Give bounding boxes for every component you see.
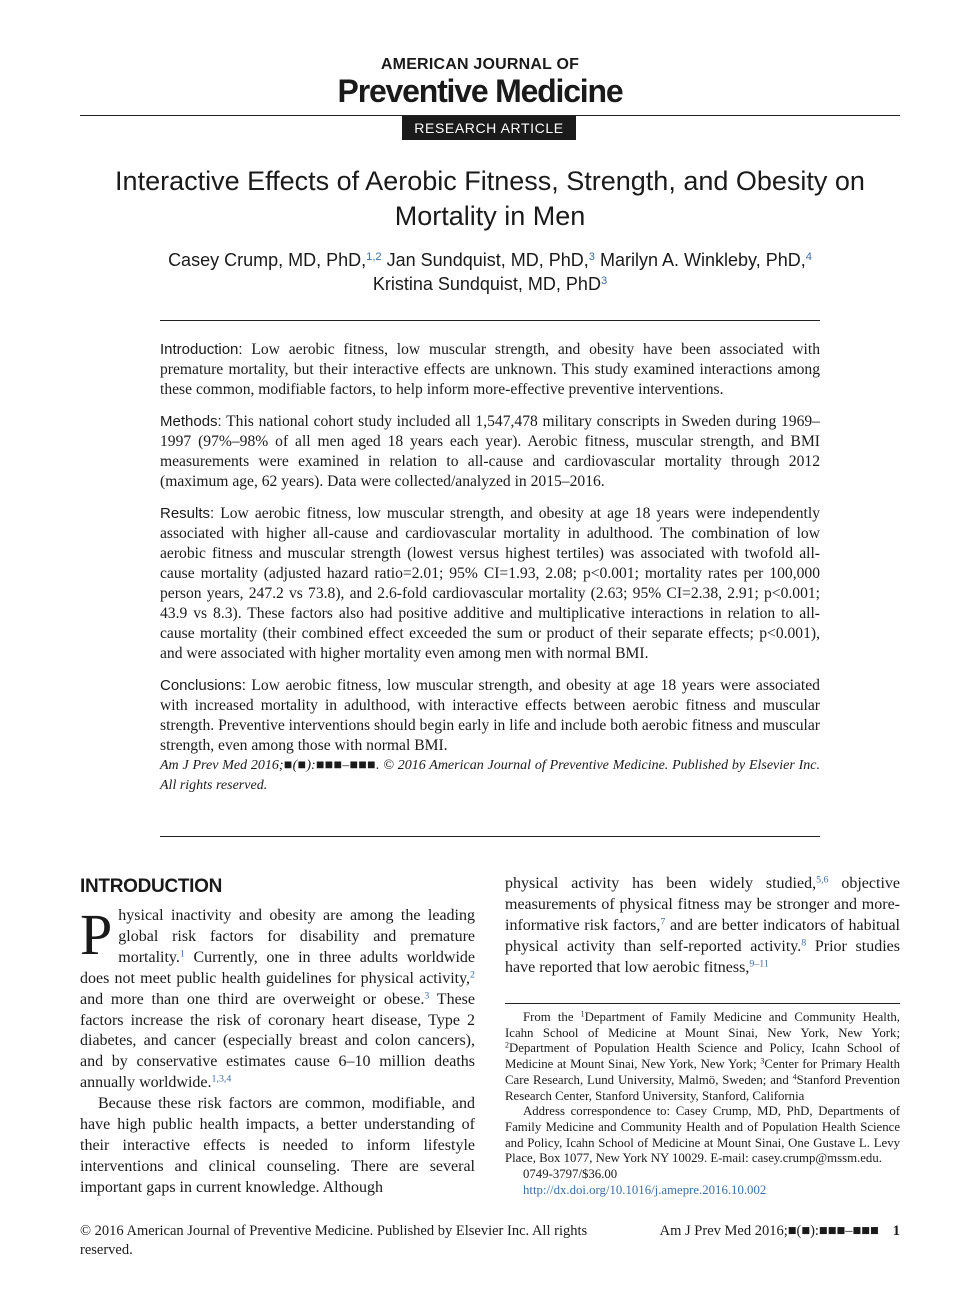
abstract-label: Conclusions: [160, 677, 246, 694]
issn: 0749-3797/$36.00 [523, 1167, 618, 1182]
article-title: Interactive Effects of Aerobic Fitness, Strength, and Obesity on Mortality in Men [115, 166, 865, 231]
citation-ref[interactable]: 8 [801, 937, 807, 949]
author-name: Marilyn A. Winkleby, PhD, [599, 250, 806, 270]
author-name: Jan Sundquist, MD, PhD, [386, 250, 589, 270]
citation-ref[interactable]: 2 [470, 969, 475, 981]
abstract-text: Low aerobic fitness, low muscular strength, and obesity at age 18 years were independently associated with higher all-cause and cardiovascular mortality in adulthood. The combination of low aerobic fitness and muscular strength (lowest versus highest tertiles) was associated with twofold all-cause mortality (adjusted hazard ratio=2.01; 95% CI=1.93, 2.08; p<0.001; mortality rates per 100,000 person years, 247.2 vs 73.8), and 2.6-fold cardiovascular mortality (2.63; 95% CI=2.38, 2.91; p<0.001; 43.9 vs 8.3). These factors also had positive additive and multiplicative interactions in relation to all-cause mortality (their combined effect exceeded the sum or product of their separate effects; p<0.001), and were associated with higher mortality even among men with normal BMI. [160, 505, 821, 662]
affiliation-text: Stanford Prevention Research Center, Stanford University, Stanford, California [505, 1072, 900, 1103]
affiliations [505, 1010, 900, 1104]
abstract-text: Low aerobic fitness, low muscular strength, and obesity at age 18 years were associated with increased mortality in adulthood, with interactive effects between aerobic fitness and muscular strength. Preventive interventions should begin early in life and include both aerobic fitness and muscular strength, even among those with normal BMI. [160, 677, 820, 754]
abstract-label: Methods: [160, 413, 222, 430]
abstract [160, 340, 820, 796]
body-text: These factors increase the risk of coronary heart disease, Type 2 diabetes, and cancer (especially breast and colon cancers), and by conservative estimates cause 6–10 million deaths annually worldwide. [80, 990, 476, 1092]
intro-paragraph-3 [505, 874, 900, 979]
footer-journal-ref [640, 1222, 900, 1241]
affiliation-ref[interactable]: 3 [588, 250, 595, 263]
intro-paragraph-2: Because these risk factors are common, modifiable, and have high public health impacts, a better understanding of their interactive effects is needed to inform lifestyle interventions and clinical counseling. There are several important gaps in current knowledge. Although [80, 1095, 475, 1196]
affiliation-ref[interactable]: 4 [805, 250, 812, 263]
body-text: physical activity has been widely studied, [505, 875, 817, 892]
author-name: Casey Crump, MD, PhD, [168, 250, 367, 270]
affiliation-text: Center for Primary Health Care Research, Lund University, Malmö, Sweden; and [505, 1057, 900, 1087]
journal-name-top: AMERICAN JOURNAL OF [380, 56, 580, 73]
affiliation-num: 4 [792, 1072, 797, 1082]
body-text: hysical inactivity and obesity are among the leading global risk factors for disability and premature mortality. [118, 907, 475, 966]
footer-copyright: © 2016 American Journal of Preventive Medicine. Published by Elsevier Inc. All rights reserved. [80, 1223, 588, 1258]
citation-ref[interactable]: 1,3,4 [211, 1073, 232, 1085]
abstract-bottom-rule [160, 836, 820, 837]
affiliation-num: 1 [580, 1009, 585, 1019]
affiliation-num: 3 [760, 1056, 765, 1066]
author-name: Kristina Sundquist, MD, PhD [372, 274, 601, 294]
abstract-text: This national cohort study included all 1,547,478 military conscripts in Sweden during 1969–1997 (97%–98% of all men aged 18 years each year). Aerobic fitness, muscular strength, and BMI measurements were examined in relation to all-cause and cardiovascular mortality through 2012 (maximum age, 62 years). Data were collected/analyzed in 2015–2016. [160, 413, 820, 490]
affiliations-footnote [505, 1010, 900, 1198]
affiliation-text: From the [523, 1010, 581, 1024]
correspondence: Address correspondence to: Casey Crump, MD, PhD, Departments of Family Medicine and Community Health and of Population Health Science and Policy, Icahn School of Medicine at Mount Sinai, One Gustave L. Levy Place, Box 1077, New York NY 10029. E-mail: casey.crump@mssm.edu. [505, 1104, 900, 1166]
journal-ref: Am J Prev Med 2016;■(■):■■■–■■■ [659, 1223, 879, 1239]
abstract-citation: Am J Prev Med 2016;■(■):■■■–■■■. © 2016 American Journal of Preventive Medicine. Published by Elsevier Inc. All rights reserved. [160, 758, 820, 793]
body-text: Prior studies have reported that low aerobic fitness, [505, 937, 901, 976]
citation-ref[interactable]: 1 [179, 948, 185, 960]
doi-link[interactable]: http://dx.doi.org/10.1016/j.amepre.2016.10.002 [523, 1182, 767, 1197]
abstract-label: Results: [160, 505, 215, 522]
abstract-introduction [160, 340, 820, 400]
footnote-divider [505, 1003, 900, 1004]
body-column-right [505, 874, 900, 979]
drop-cap: P [80, 902, 113, 967]
citation-ref[interactable]: 3 [424, 990, 430, 1002]
affiliation-text: Department of Population Health Science and Policy, Icahn School of Medicine at Mount Sinai, New York, New York; [505, 1041, 900, 1072]
body-text: and more than one third are overweight or obese. [80, 990, 425, 1008]
section-heading-introduction: INTRODUCTION [80, 876, 223, 897]
body-text: objective measurements of physical fitness may be stronger and more-informative risk factors, [505, 875, 901, 934]
affiliation-num: 2 [505, 1041, 509, 1051]
affiliation-ref[interactable]: 3 [600, 274, 608, 287]
citation-ref[interactable]: 9–11 [749, 958, 769, 970]
affiliation-text: Department of Family Medicine and Community Health, Icahn School of Medicine at Mount Sinai, New York, New York; [505, 1010, 901, 1040]
body-text: Currently, one in three adults worldwide does not meet public health guidelines for physical activity, [80, 948, 475, 987]
citation-ref[interactable]: 7 [660, 916, 666, 928]
journal-name-main: Preventive Medicine [337, 73, 623, 109]
author-list [100, 248, 880, 296]
abstract-top-rule [160, 320, 820, 321]
article-type-badge: RESEARCH ARTICLE [402, 116, 576, 140]
page-number: 1 [892, 1223, 900, 1239]
abstract-label: Introduction: [160, 341, 243, 358]
abstract-conclusions [160, 676, 820, 756]
abstract-text: Low aerobic fitness, low muscular strength, and obesity have been associated with premature mortality, but their interactive effects are unknown. This study examined interactions among these common, modifiable factors, to help inform more-effective preventive interventions. [160, 341, 820, 398]
abstract-methods [160, 412, 820, 492]
citation-ref[interactable]: 5,6 [816, 874, 829, 886]
body-text: and are better indicators of habitual physical activity than self-reported activity. [505, 916, 901, 955]
intro-paragraph-1 [80, 902, 476, 1094]
affiliation-ref[interactable]: 1,2 [366, 250, 382, 263]
body-column-left [80, 902, 476, 1199]
abstract-results [160, 504, 820, 664]
